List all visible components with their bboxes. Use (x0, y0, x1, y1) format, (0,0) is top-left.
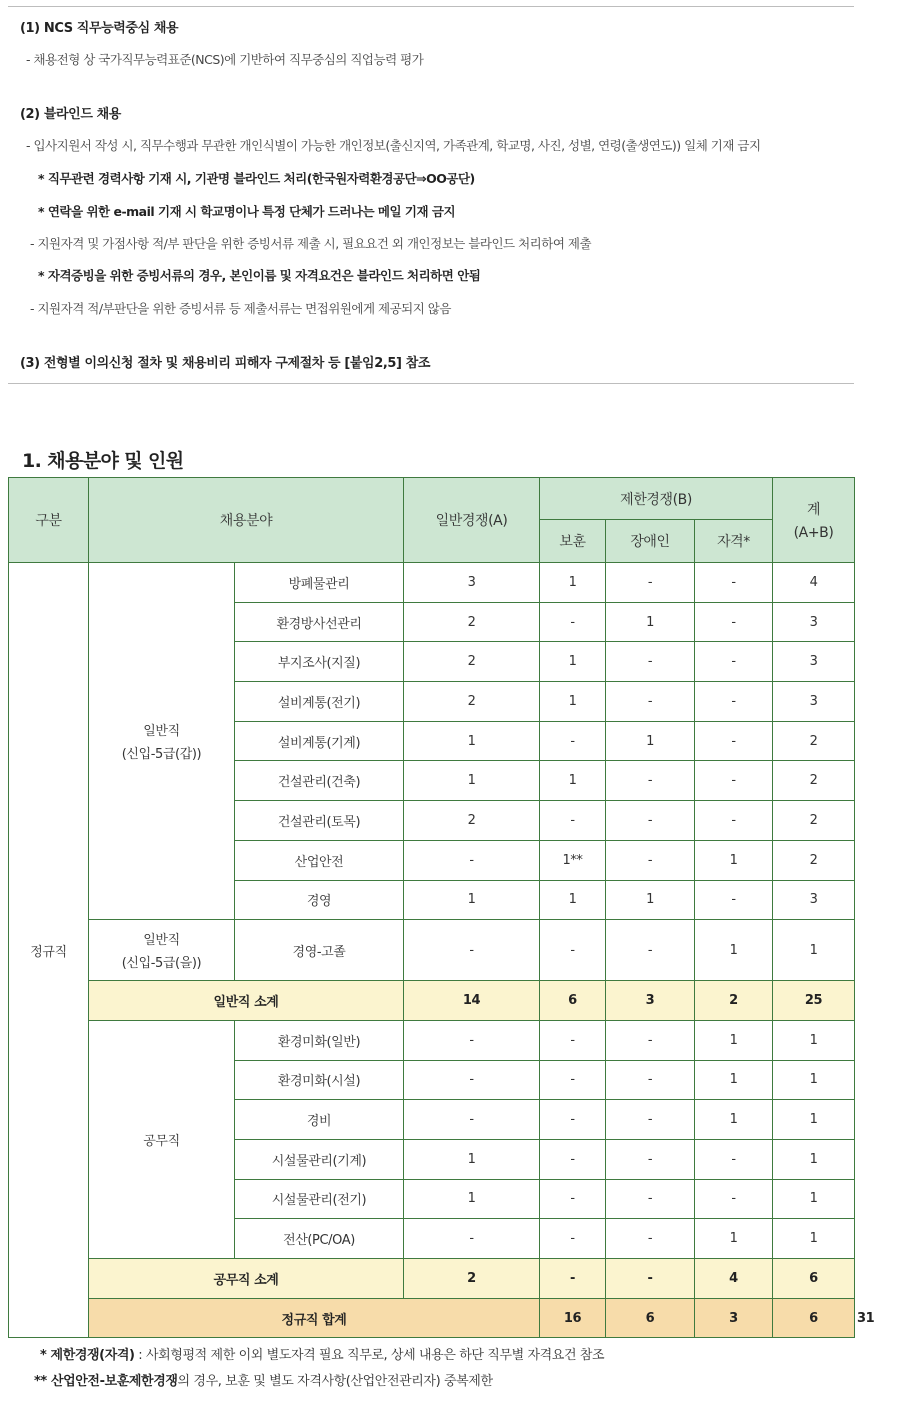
cell-qualified: - (695, 1179, 773, 1219)
cell-general: 3 (404, 563, 540, 603)
footnote-2-text: 의 경우, 보훈 및 별도 자격사항(산업안전관리자) 중복제한 (177, 1374, 493, 1389)
cell-general: 2 (404, 682, 540, 722)
section-divider (8, 383, 854, 384)
job-name: 경영-고졸 (235, 920, 404, 981)
table-row (9, 1020, 855, 1060)
cell-disabled: - (606, 920, 695, 981)
subtotal-label: 공무직 소계 (89, 1259, 404, 1299)
cell-disabled: 1 (606, 602, 695, 642)
footnote-2-bold: 산업안전-보훈제한경쟁 (50, 1374, 178, 1389)
job-name: 방폐물관리 (235, 563, 404, 603)
section-2-line-1: - 입사지원서 작성 시, 직무수행과 무관한 개인식별이 가능한 개인정보(출신지역, 가족관계, 학교명, 사진, 성별, 연령(출생연도)) 일체 기재 금지 (26, 138, 761, 153)
header-gubun: 구분 (9, 478, 89, 563)
top-divider (8, 6, 854, 7)
category-regular: 정규직 (9, 563, 89, 1338)
cell-disabled: - (606, 801, 695, 841)
job-name: 전산(PC/OA) (235, 1219, 404, 1259)
subtotal-veteran: 6 (540, 981, 606, 1021)
cell-qualified: 1 (695, 840, 773, 880)
cell-veteran: - (540, 801, 606, 841)
header-total-line1: 계 (806, 502, 821, 518)
cell-disabled: 1 (606, 880, 695, 920)
footnote-1 (40, 1344, 604, 1363)
cell-general: 1 (404, 1139, 540, 1179)
total-row: 정규직 합계 16 6 3 6 31 (9, 1298, 855, 1338)
cell-disabled: - (606, 1060, 695, 1100)
cell-qualified: - (695, 682, 773, 722)
cell-disabled: - (606, 1020, 695, 1060)
header-field: 채용분야 (89, 478, 404, 563)
subtotal-row-public (9, 1259, 855, 1299)
section-2-line-2: - 지원자격 및 가점사항 적/부 판단을 위한 증빙서류 제출 시, 필요요건 외 개인정보는 블라인드 처리하여 제출 (30, 236, 592, 251)
group-public-service: 공무직 (89, 1020, 235, 1258)
cell-disabled: - (606, 1139, 695, 1179)
cell-veteran: - (540, 1219, 606, 1259)
group-general-eul-line2: (신입-5급(을)) (121, 956, 202, 972)
footnote-1-text: : 사회형평적 제한 이외 별도자격 필요 직무로, 상세 내용은 하단 직무별 자격요건 참조 (134, 1348, 605, 1363)
subtotal-qualified: 4 (695, 1259, 773, 1299)
table-row (9, 920, 855, 981)
header-limited: 제한경쟁(B) (540, 478, 773, 520)
total-disabled: 3 (695, 1298, 773, 1338)
job-name: 산업안전 (235, 840, 404, 880)
group-general-gap-line2: (신입-5급(갑)) (121, 747, 202, 763)
subtotal-general: 2 (404, 1259, 540, 1299)
cell-qualified: - (695, 1139, 773, 1179)
cell-veteran: - (540, 1060, 606, 1100)
cell-veteran: - (540, 1100, 606, 1140)
cell-total: 4 (773, 563, 855, 603)
subtotal-general: 14 (404, 981, 540, 1021)
cell-qualified: 1 (695, 1100, 773, 1140)
cell-veteran: 1 (540, 761, 606, 801)
header-general: 일반경쟁(A) (404, 478, 540, 563)
section-2-note-1: * 직무관련 경력사항 기재 시, 기관명 블라인드 처리(한국원자력환경공단⇒OO공단) (38, 171, 475, 186)
group-general-eul (89, 920, 235, 981)
subtotal-qualified: 2 (695, 981, 773, 1021)
cell-total: 1 (773, 920, 855, 981)
footnote-2-prefix: ** (34, 1374, 51, 1389)
job-name: 부지조사(지질) (235, 642, 404, 682)
cell-general: - (404, 1020, 540, 1060)
job-name: 건설관리(토목) (235, 801, 404, 841)
cell-qualified: 1 (695, 1219, 773, 1259)
section-2-note-2: * 연락을 위한 e-mail 기재 시 학교명이나 특정 단체가 드러나는 메일 기재 금지 (38, 204, 456, 219)
cell-disabled: - (606, 642, 695, 682)
cell-disabled: - (606, 761, 695, 801)
cell-qualified: 1 (695, 1020, 773, 1060)
section-2-note-3: * 자격증빙을 위한 증빙서류의 경우, 본인이름 및 자격요건은 블라인드 처리하면 안됨 (38, 268, 481, 283)
job-name: 경비 (235, 1100, 404, 1140)
cell-qualified: - (695, 801, 773, 841)
footnote-1-prefix: * (40, 1348, 51, 1363)
cell-veteran: 1 (540, 563, 606, 603)
cell-disabled: - (606, 840, 695, 880)
cell-qualified: 1 (695, 1060, 773, 1100)
cell-general: 1 (404, 1179, 540, 1219)
page-title: 1. 채용분야 및 인원 (22, 450, 184, 472)
cell-veteran: - (540, 1020, 606, 1060)
job-name: 설비계통(기계) (235, 721, 404, 761)
cell-total: 1 (773, 1020, 855, 1060)
cell-qualified: - (695, 602, 773, 642)
cell-qualified: 1 (695, 920, 773, 981)
cell-disabled: 1 (606, 721, 695, 761)
section-3-title: (3) 전형별 이의신청 절차 및 채용비리 피해자 구제절차 등 [붙임2,5] 참조 (20, 356, 431, 371)
subtotal-veteran: - (540, 1259, 606, 1299)
cell-general: - (404, 1060, 540, 1100)
cell-qualified: - (695, 642, 773, 682)
header-qualified: 자격* (695, 520, 773, 563)
cell-veteran: - (540, 1139, 606, 1179)
total-veteran: 6 (606, 1298, 695, 1338)
header-total (773, 478, 855, 563)
cell-total: 2 (773, 761, 855, 801)
job-name: 환경미화(일반) (235, 1020, 404, 1060)
job-name: 시설물관리(기계) (235, 1139, 404, 1179)
cell-general: - (404, 840, 540, 880)
cell-veteran: 1 (540, 682, 606, 722)
cell-general: 2 (404, 642, 540, 682)
cell-total: 1 (773, 1179, 855, 1219)
cell-disabled: - (606, 563, 695, 603)
section-2-title: (2) 블라인드 채용 (20, 107, 121, 122)
cell-veteran: - (540, 1179, 606, 1219)
subtotal-disabled: - (606, 1259, 695, 1299)
cell-veteran: - (540, 721, 606, 761)
footnote-1-bold: 제한경쟁(자격) (50, 1348, 135, 1363)
group-general-gap-line1: 일반직 (143, 724, 180, 740)
cell-total: 3 (773, 682, 855, 722)
cell-disabled: - (606, 1179, 695, 1219)
cell-total: 3 (773, 602, 855, 642)
job-name: 시설물관리(전기) (235, 1179, 404, 1219)
total-label: 정규직 합계 (89, 1298, 540, 1338)
job-name: 건설관리(건축) (235, 761, 404, 801)
cell-total: 1 (773, 1139, 855, 1179)
job-name: 환경방사선관리 (235, 602, 404, 642)
subtotal-disabled: 3 (606, 981, 695, 1021)
cell-disabled: - (606, 682, 695, 722)
cell-general: - (404, 1219, 540, 1259)
cell-disabled: - (606, 1100, 695, 1140)
subtotal-total: 6 (773, 1259, 855, 1299)
cell-qualified: - (695, 563, 773, 603)
recruitment-table (8, 477, 875, 1338)
cell-veteran: 1 (540, 880, 606, 920)
cell-general: 2 (404, 801, 540, 841)
cell-general: - (404, 1100, 540, 1140)
cell-veteran: - (540, 920, 606, 981)
header-veteran: 보훈 (540, 520, 606, 563)
header-disabled: 장애인 (606, 520, 695, 563)
cell-total: 2 (773, 721, 855, 761)
cell-total: 3 (773, 880, 855, 920)
cell-total: 1 (773, 1100, 855, 1140)
total-qualified: 6 (773, 1298, 855, 1338)
group-general-eul-line1: 일반직 (143, 933, 180, 949)
header-total-line2: (A+B) (793, 525, 834, 541)
cell-veteran: - (540, 602, 606, 642)
cell-total: 1 (773, 1219, 855, 1259)
cell-total: 2 (773, 840, 855, 880)
cell-general: 1 (404, 761, 540, 801)
cell-total: 1 (773, 1060, 855, 1100)
total-general: 16 (540, 1298, 606, 1338)
job-name: 환경미화(시설) (235, 1060, 404, 1100)
table-row (9, 563, 855, 603)
group-general-gap (89, 563, 235, 920)
subtotal-label: 일반직 소계 (89, 981, 404, 1021)
cell-qualified: - (695, 880, 773, 920)
cell-veteran: 1 (540, 642, 606, 682)
job-name: 경영 (235, 880, 404, 920)
cell-general: 1 (404, 721, 540, 761)
subtotal-total: 25 (773, 981, 855, 1021)
cell-qualified: - (695, 761, 773, 801)
cell-qualified: - (695, 721, 773, 761)
cell-veteran: 1** (540, 840, 606, 880)
job-name: 설비계통(전기) (235, 682, 404, 722)
cell-total: 2 (773, 801, 855, 841)
section-2-line-3: - 지원자격 적/부판단을 위한 증빙서류 등 제출서류는 면접위원에게 제공되지 않음 (30, 301, 451, 316)
section-1-line: - 채용전형 상 국가직무능력표준(NCS)에 기반하여 직무중심의 직업능력 평가 (26, 52, 424, 67)
cell-disabled: - (606, 1219, 695, 1259)
cell-general: 2 (404, 602, 540, 642)
footnote-2 (34, 1370, 493, 1389)
subtotal-row-general (9, 981, 855, 1021)
section-1-title: (1) NCS 직무능력중심 채용 (20, 21, 179, 36)
cell-general: - (404, 920, 540, 981)
cell-total: 3 (773, 642, 855, 682)
cell-general: 1 (404, 880, 540, 920)
